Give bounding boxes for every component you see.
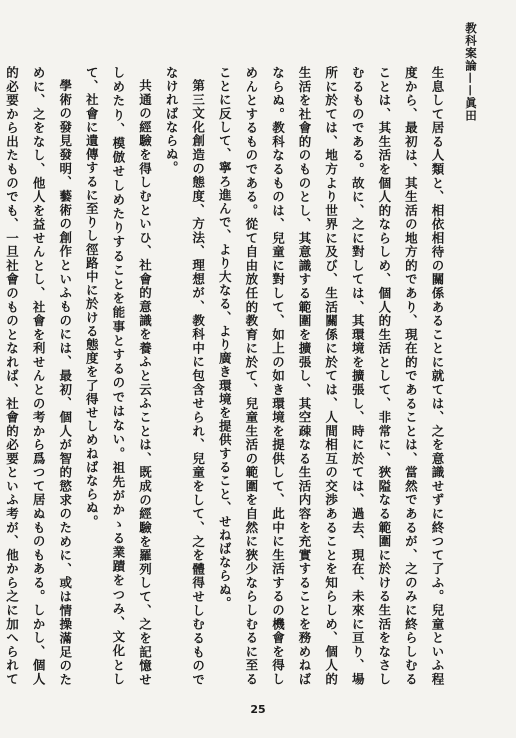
paragraph-1: 生息して居る人類と、相依相待の關係あることに就ては、之を意識せずに終つて了ふ。兒童といふ程度から、最初は、其生活の地方的であり、現在的であることは、當然であるが、之のみに終らしむることは、其生活を個人的ならしめ、個人的生活として、非常に、狹隘なる範圍に於ける生活をなさしむるものである。故に、之に對しては、其環境を擴張し、時に於ては、過去、現在、未來に亘り、場所に於ては、地方より世界に及び、生活關係に於ては、人間相互の交渉あることを知らしめ、個人的生活を社會的のものとし、其意識する範圍を擴張し、其空疎なる生活内容を充實することを務めねばならぬ。教科なるものは、兒童に對して、如上の如き環境を提供して、此中に生活するの機會を得しめんとするものである。從て自由放任的教育に於て、兒童生活の範圍を自然に狹少ならしむるに至ることに反して、寧ろ進んで、より大なる、より廣き環境を提供すること、せねばならぬ。 [217,66,445,686]
section-heading-paragraph: 第三文化創造の態度、方法、理想が、教科中に包含せられ、兒童をして、之を體得せしむるものでなければならぬ。 [164,66,206,686]
paragraph-3: 共通の經驗を得しむといひ、社會的意識を養ふと云ふことは、既成の經驗を羅列して、之を記憶せしめたり、模倣せしめたりすることを能事とするのではない。祖先がかゝる業蹟をつみ、文化として、社會に遺傳するに至りし徑路中に於ける態度を了得せしめねばならぬ。 [84,66,153,686]
paragraph-4: 學術の發見發明、藝術の創作といふものには、最初、個人が智的慾求のために、或は情操滿足のために、之をなし、他人を益せんとし、社會を利せんとの考から爲つて居ぬものもある。しかし、個人的必要から出たものでも、一旦社會のものとなれば、社會的必要といふ考が、他から之に加へられて [4,66,73,686]
page-number: 25 [250,703,266,716]
running-header: 教科案論——眞田 [464,22,478,122]
body-text [4,66,450,686]
